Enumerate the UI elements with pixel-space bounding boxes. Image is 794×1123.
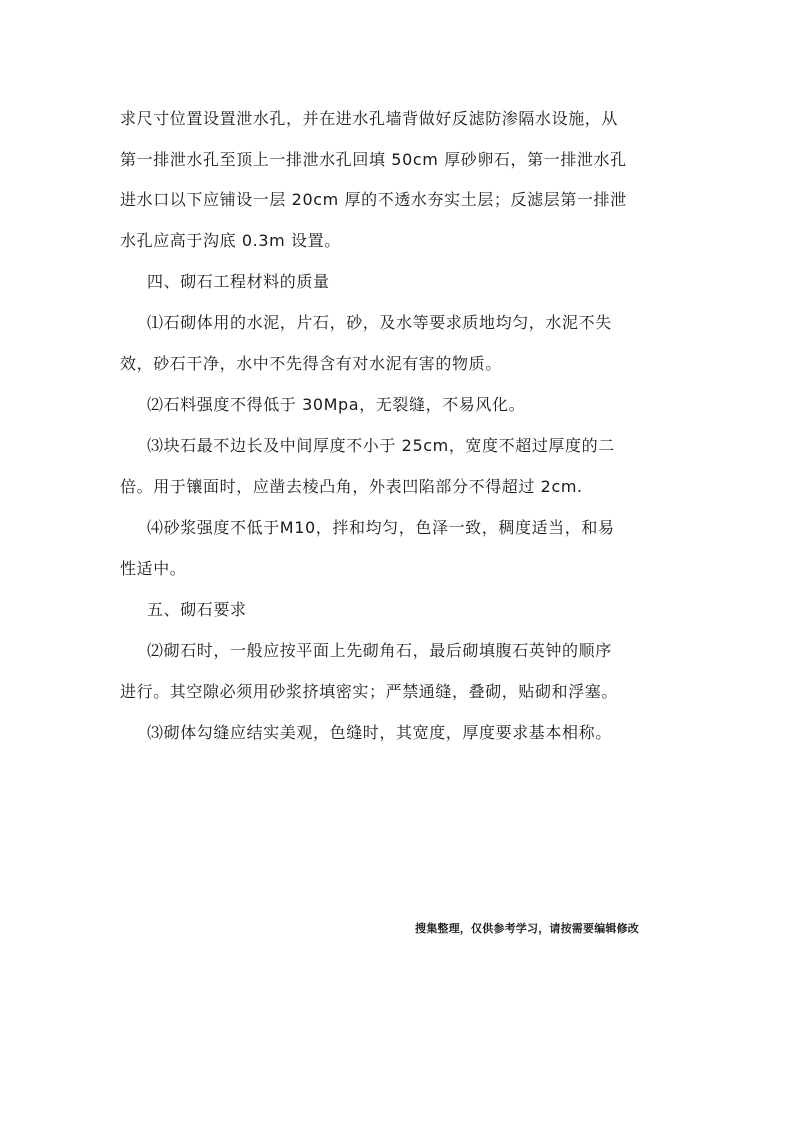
body-text-line: ⑶块石最不边长及中间厚度不小于 25cm，宽度不超过厚度的二 — [147, 436, 615, 455]
body-text-line: 进水口以下应铺设一层 20cm 厚的不透水夯实土层；反滤层第一排泄 — [120, 190, 627, 209]
body-text-line: 进行。其空隙必须用砂浆挤填密实；严禁通缝，叠砌，贴砌和浮塞。 — [120, 682, 619, 701]
body-text-line: ⑶砌体勾缝应结实美观，色缝时，其宽度，厚度要求基本相称。 — [147, 723, 612, 742]
body-text-line: ⑵石料强度不得低于 30Mpa，无裂缝，不易风化。 — [147, 395, 526, 414]
body-text-line: 性适中。 — [120, 559, 187, 578]
body-text-line: 第一排泄水孔至顶上一排泄水孔回填 50cm 厚砂卵石，第一排泄水孔 — [120, 150, 627, 169]
body-text-line: 倍。用于镶面时，应凿去棱凸角，外表凹陷部分不得超过 2cm. — [120, 477, 583, 496]
body-text-line: ⑷砂浆强度不低于M10，拌和均匀，色泽一致，稠度适当，和易 — [147, 518, 615, 537]
body-text-line: 求尺寸位置设置泄水孔，并在进水孔墙背做好反滤防渗隔水设施，从 — [120, 109, 619, 128]
section-heading: 四、砌石工程材料的质量 — [147, 272, 330, 291]
body-text-line: 效，砂石干净，水中不先得含有对水泥有害的物质。 — [120, 354, 502, 373]
section-heading: 五、砌石要求 — [147, 600, 247, 619]
footer-note: 搜集整理，仅供参考学习，请按需要编辑修改 — [415, 922, 639, 935]
body-text-line: ⑴石砌体用的水泥，片石，砂，及水等要求质地均匀，水泥不失 — [147, 313, 612, 332]
body-text-line: ⑵砌石时，一般应按平面上先砌角石，最后砌填腹石英钟的顺序 — [147, 641, 612, 660]
body-text-line: 水孔应高于沟底 0.3m 设置。 — [120, 231, 341, 250]
